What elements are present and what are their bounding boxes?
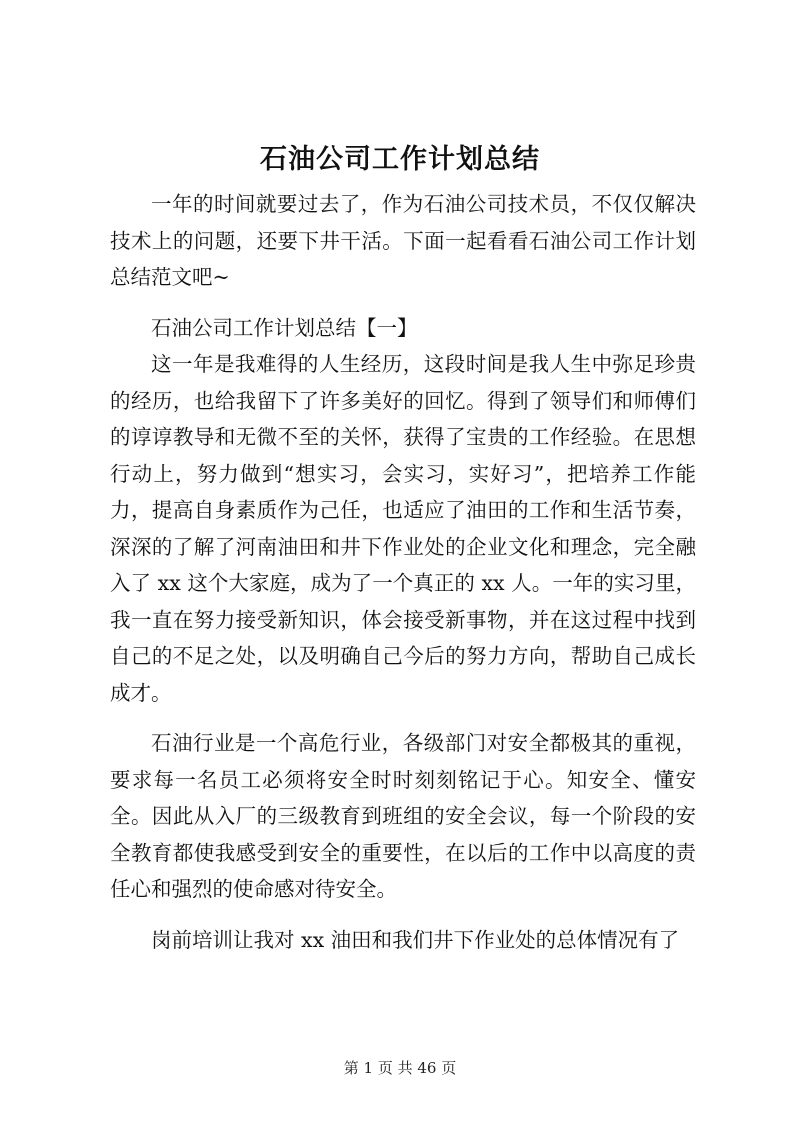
document-title: 石油公司工作计划总结 xyxy=(260,144,540,175)
document-body xyxy=(110,186,696,958)
body-paragraph: 岗前培训让我对 xx 油田和我们井下作业处的总体情况有了 xyxy=(151,927,680,952)
page-footer: 第 1 页 共 46 页 xyxy=(343,1059,457,1077)
body-paragraph: 这一年是我难得的人生经历，这段时间是我人生中弥足珍贵的经历，也给我留下了许多美好的回忆。得到了领导们和师傅们的谆谆教导和无微不至的关怀，获得了宝贵的工作经验。在思想行动上，努力做到“想实习，会实习，实好习”，把培养工作能力，提高自身素质作为己任，也适应了油田的工作和生活节奏，深深的了解了河南油田和井下作业处的企业文化和理念，完全融入了 xx 这个大家庭，成为了一个真正的 xx 人。一年的实习里，我一直在努力接受新知识，体会接受新事物，并在这过程中找到自己的不足之处，以及明确自己今后的努力方向，帮助自己成长成才。 xyxy=(110,352,696,705)
intro-paragraph: 一年的时间就要过去了，作为石油公司技术员，不仅仅解决技术上的问题，还要下井干活。下面一起看看石油公司工作计划总结范文吧~ xyxy=(110,192,696,289)
section-heading: 石油公司工作计划总结【一】 xyxy=(151,315,418,340)
body-paragraph: 石油行业是一个高危行业，各级部门对安全都极其的重视，要求每一名员工必须将安全时时刻刻铭记于心。知安全、懂安全。因此从入厂的三级教育到班组的安全会议，每一个阶段的安全教育都使我感受到安全的重要性，在以后的工作中以高度的责任心和强烈的使命感对待安全。 xyxy=(110,731,696,901)
